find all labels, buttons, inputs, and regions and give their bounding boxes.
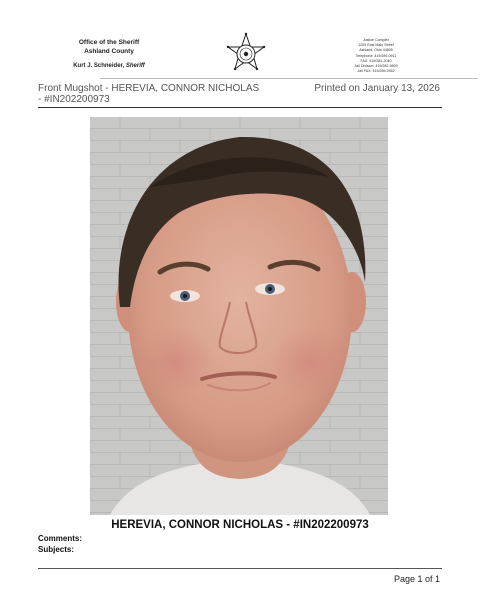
sheriff-name-text: Kurt J. Schneider, — [73, 63, 125, 69]
mugshot-illustration — [90, 117, 388, 515]
address-line: Ashland, Ohio 44805 — [359, 48, 393, 53]
county-name: Ashland County — [84, 48, 134, 55]
document-title — [38, 83, 298, 105]
document-title-line2: - #IN202200973 — [38, 94, 110, 105]
header-divider — [38, 107, 442, 108]
sheriff-star-badge-icon — [224, 32, 268, 76]
letterhead-divider — [100, 78, 478, 79]
footer-divider — [38, 568, 442, 569]
letterhead-office-block — [64, 38, 154, 71]
address-line: Telephone: 419/289-0911 — [355, 53, 397, 58]
address-line: FAX: 419/281-2040 — [360, 58, 392, 63]
address-line: Jail Division: 419/282-9809 — [354, 64, 398, 69]
page-number: Page 1 of 1 — [393, 574, 440, 584]
address-line: Justice Complex — [362, 38, 390, 42]
letterhead-address-block — [336, 38, 416, 74]
address-line: Jail FAX: 419/289-2552 — [357, 69, 395, 74]
subjects-label: Subjects: — [38, 545, 75, 554]
office-name: Office of the Sheriff — [78, 39, 140, 46]
photo-caption: HEREVIA, CONNOR NICHOLAS - #IN202200973 — [111, 519, 369, 531]
mugshot-photo — [90, 117, 388, 515]
document-title-line1: Front Mugshot - HEREVIA, CONNOR NICHOLAS — [38, 83, 260, 94]
sheriff-title: Sheriff — [125, 63, 145, 69]
address-line: 1205 East Main Street — [358, 43, 394, 48]
letterhead — [38, 38, 442, 78]
printed-date: Printed on January 13, 2026 — [314, 83, 440, 94]
comments-block — [38, 533, 82, 555]
sheriff-name — [64, 62, 154, 71]
comments-label: Comments: — [38, 534, 83, 543]
